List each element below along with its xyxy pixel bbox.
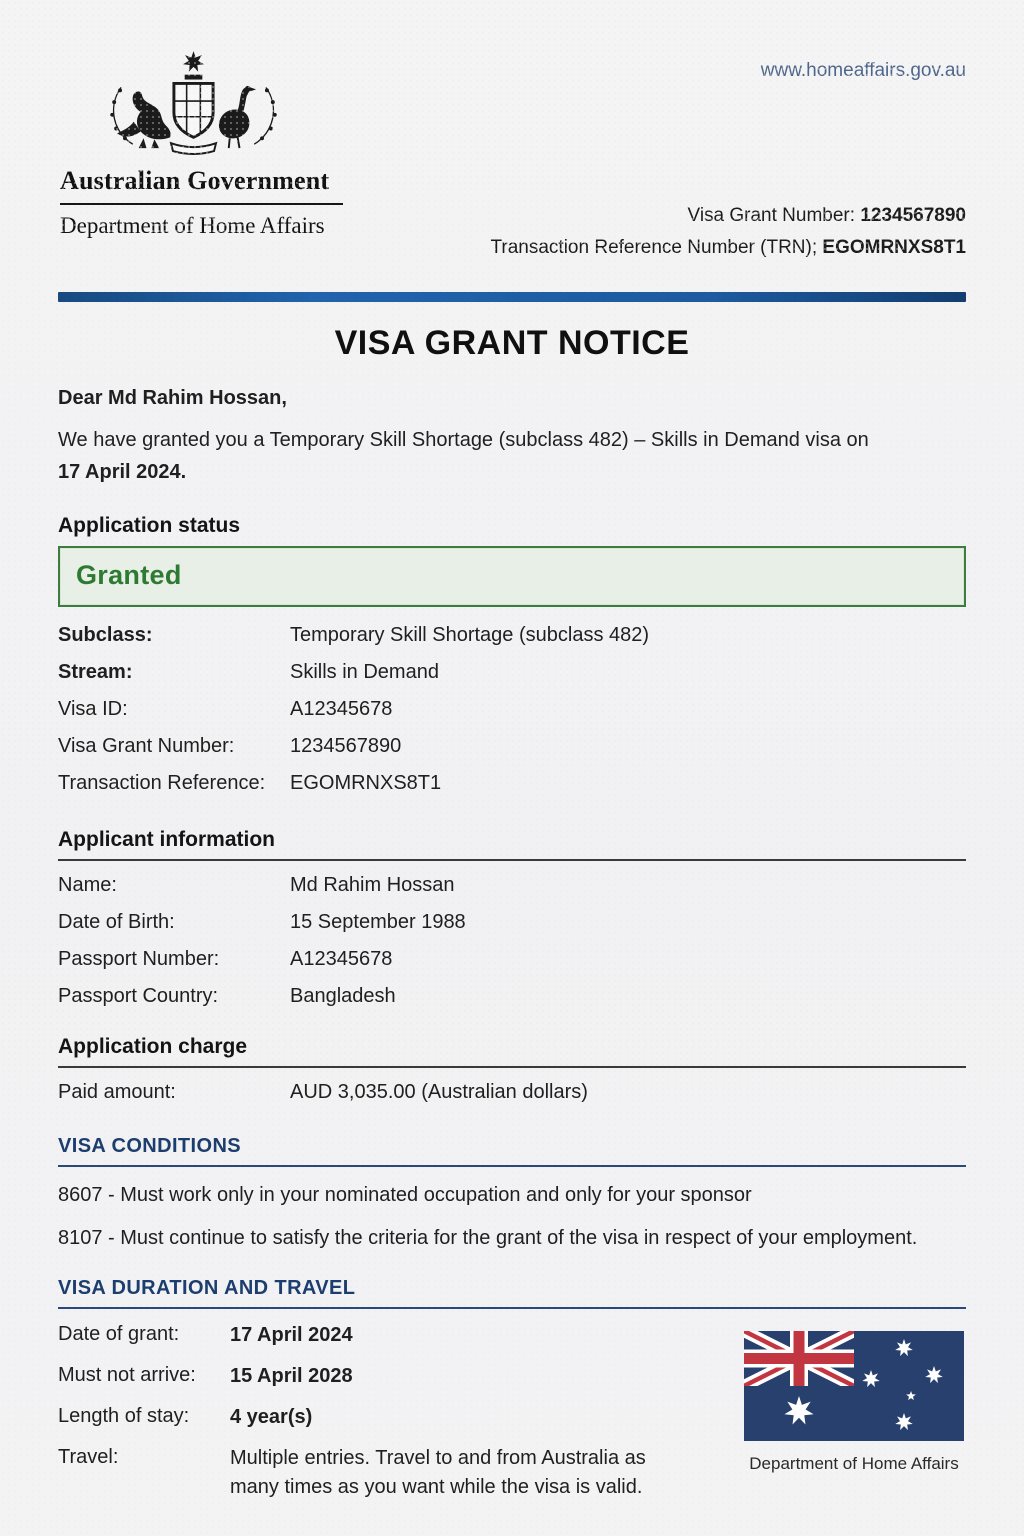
application-status-heading: Application status: [58, 514, 241, 537]
table-row: Stream: Skills in Demand: [58, 661, 439, 683]
flag-caption: Department of Home Affairs: [749, 1454, 959, 1473]
visa-grant-number-value: 1234567890: [860, 205, 966, 226]
table-row: Subclass: Temporary Skill Shortage (subclass 482): [58, 624, 650, 646]
table-row: Name: Md Rahim Hossan: [58, 874, 455, 896]
department-name: Department of Home Affairs: [60, 213, 325, 238]
greeting: Dear Md Rahim Hossan,: [58, 387, 287, 409]
table-row: Date of Birth: 15 September 1988: [58, 911, 466, 933]
table-row: Must not arrive: 15 April 2028: [58, 1364, 353, 1387]
table-row: Length of stay: 4 year(s): [58, 1405, 313, 1428]
application-charge-heading: Application charge: [58, 1035, 966, 1068]
trn-label: Transaction Reference Number (TRN);: [490, 237, 818, 258]
table-row: Transaction Reference: EGOMRNXS8T1: [58, 772, 442, 794]
status-details: [58, 617, 966, 802]
table-row: Date of grant: 17 April 2024: [58, 1323, 353, 1346]
australia-flag-block: [744, 1331, 964, 1474]
trn-line: [491, 232, 967, 264]
trn-value: EGOMRNXS8T1: [822, 237, 966, 258]
australia-flag-icon: [744, 1331, 964, 1441]
table-row: Passport Number: A12345678: [58, 948, 393, 970]
visa-condition-item: 8607 - Must work only in your nominated occupation and only for your sponsor: [58, 1184, 752, 1206]
table-row: Passport Country: Bangladesh: [58, 985, 396, 1007]
visa-grant-number-label: Visa Grant Number:: [687, 205, 856, 226]
table-row: Travel: Multiple entries. Travel to and from Australia as many times as you want while the visa is valid.: [58, 1446, 646, 1498]
header-reference-numbers: [491, 200, 967, 264]
visa-duration-heading: VISA DURATION AND TRAVEL: [58, 1277, 966, 1309]
table-row: Visa ID: A12345678: [58, 698, 393, 720]
grant-date: 17 April 2024.: [58, 461, 187, 483]
applicant-information-heading: Applicant information: [58, 828, 966, 861]
applicant-details: [58, 867, 966, 1015]
agency-divider: [60, 203, 343, 205]
table-row: Paid amount: AUD 3,035.00 (Australian dollars): [58, 1081, 588, 1103]
status-box: [58, 546, 966, 607]
visa-condition-item: 8107 - Must continue to satisfy the criteria for the grant of the visa in respect of your employment.: [58, 1227, 918, 1249]
status-badge: Granted: [76, 560, 182, 590]
page-title: VISA GRANT NOTICE: [334, 324, 690, 362]
table-row: Visa Grant Number: 1234567890: [58, 735, 402, 757]
visa-grant-number-line: [491, 200, 967, 232]
visa-conditions-heading: VISA CONDITIONS: [58, 1135, 966, 1167]
charge-details: [58, 1074, 966, 1111]
grant-intro-paragraph: [58, 424, 966, 488]
duration-details: [58, 1315, 966, 1508]
australian-coat-of-arms-icon: [76, 46, 311, 169]
website-url: www.homeaffairs.gov.au: [760, 60, 966, 81]
intro-text: We have granted you a Temporary Skill Shortage (subclass 482) – Skills in Demand visa on: [58, 429, 869, 451]
blue-divider-bar: [58, 292, 966, 302]
agency-name: Australian Government: [60, 166, 330, 195]
